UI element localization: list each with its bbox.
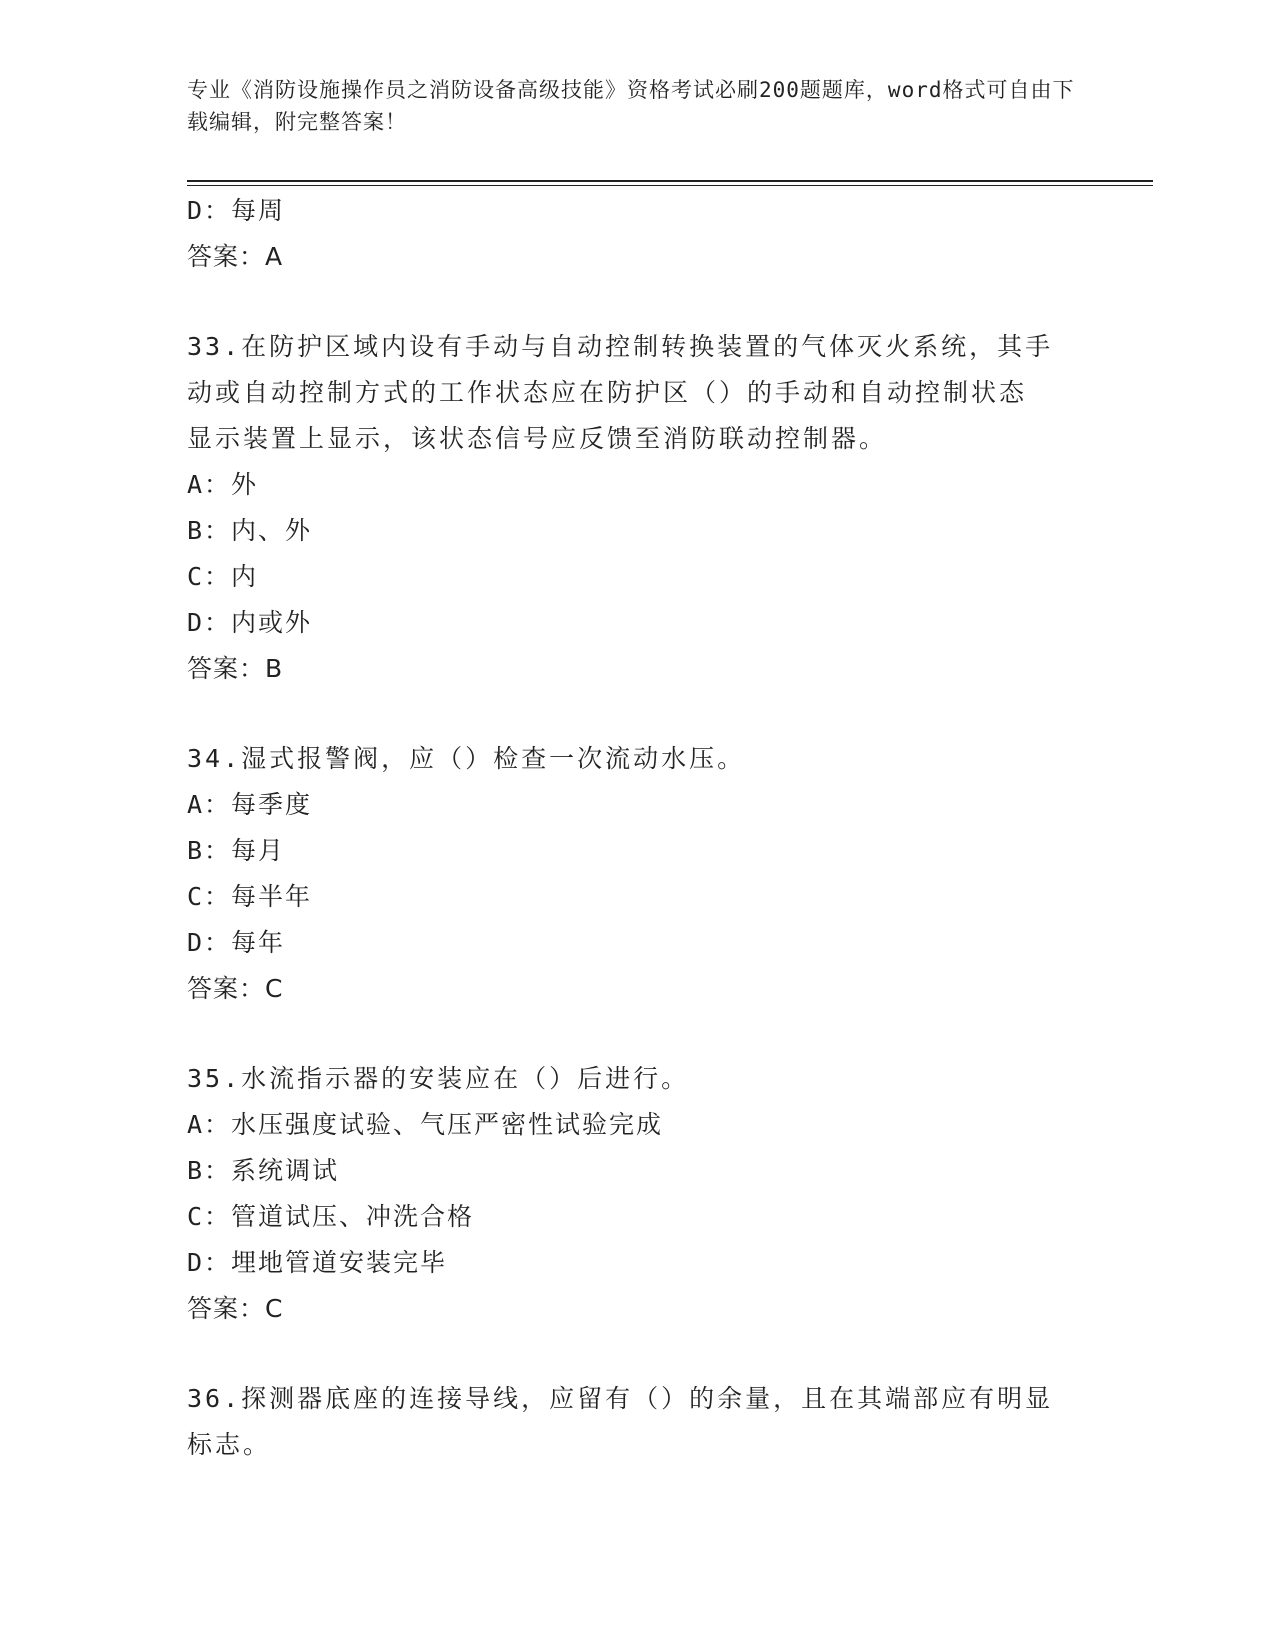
previous-option-d: D：每周 <box>187 196 286 225</box>
option-d: D：内或外 <box>187 608 313 637</box>
question-35 <box>187 1056 1087 1332</box>
header-rule-thick <box>187 180 1153 182</box>
question-36 <box>187 1376 1087 1468</box>
question-list <box>187 188 1087 1468</box>
question-stem: 33.在防护区域内设有手动与自动控制转换装置的气体灭火系统，其手 动或自动控制方式的工作状态应在防护区（）的手动和自动控制状态 显示装置上显示，该状态信号应反馈至消防联动控制器。 <box>187 332 1054 453</box>
question-stem: 35.水流指示器的安装应在（）后进行。 <box>187 1064 690 1093</box>
question-stem: 36.探测器底座的连接导线，应留有（）的余量，且在其端部应有明显 标志。 <box>187 1384 1054 1459</box>
previous-answer: 答案：A <box>187 242 284 271</box>
option-c: C：内 <box>187 562 259 591</box>
option-d: D：每年 <box>187 928 286 957</box>
option-b: B：系统调试 <box>187 1156 340 1185</box>
option-b: B：内、外 <box>187 516 313 545</box>
option-c: C：管道试压、冲洗合格 <box>187 1202 475 1231</box>
option-d: D：埋地管道安装完毕 <box>187 1248 448 1277</box>
answer-line: 答案：C <box>187 1294 284 1323</box>
question-34 <box>187 736 1087 1012</box>
option-b: B：每月 <box>187 836 286 865</box>
option-a: A：外 <box>187 470 259 499</box>
answer-line: 答案：C <box>187 974 284 1003</box>
question-33 <box>187 324 1087 692</box>
option-c: C：每半年 <box>187 882 313 911</box>
option-a: A：每季度 <box>187 790 313 819</box>
answer-line: 答案：B <box>187 654 284 683</box>
header-rule-thin <box>187 185 1153 186</box>
document-header: 专业《消防设施操作员之消防设备高级技能》资格考试必刷200题题库，word格式可自由下载编辑，附完整答案！ <box>187 78 1075 134</box>
question-stem: 34.湿式报警阀，应（）检查一次流动水压。 <box>187 744 746 773</box>
option-a: A：水压强度试验、气压严密性试验完成 <box>187 1110 664 1139</box>
